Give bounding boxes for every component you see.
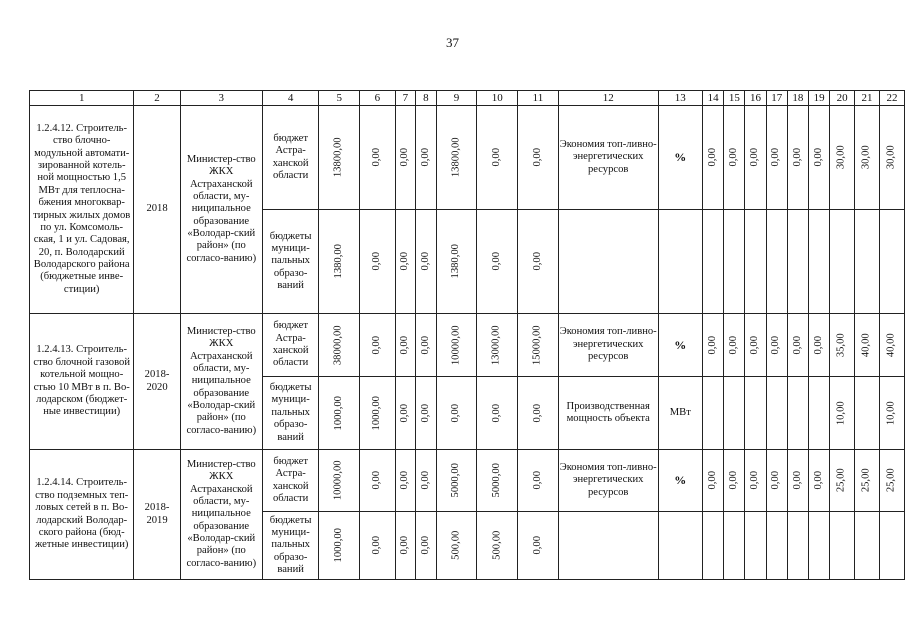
column-header-4: 4 (262, 91, 319, 106)
indicator-name: Экономия топ-ливно-энергетических ресурсов (558, 450, 658, 512)
measure-executor: Министер-ство ЖКХ Астраханской области, му-ниципальное образование «Володар-ский район» (по согласо-ванию) (180, 314, 262, 450)
funding-value (416, 106, 437, 210)
indicator-unit: % (658, 450, 702, 512)
funding-value-text: 0,00 (531, 536, 543, 555)
indicator-value-text: 25,00 (885, 468, 897, 493)
indicator-name (558, 210, 658, 314)
indicator-value (766, 314, 787, 377)
indicator-unit: % (658, 106, 702, 210)
indicator-value (787, 314, 808, 377)
indicator-value (830, 314, 855, 377)
indicator-value-text: 25,00 (835, 468, 847, 493)
funding-value-text: 1380,00 (450, 244, 462, 279)
funding-value-text: 0,00 (490, 252, 502, 271)
indicator-value-text: 0,00 (728, 335, 740, 355)
funding-value-text: 500,00 (490, 530, 502, 561)
funding-value (319, 314, 360, 377)
column-header-17: 17 (766, 91, 787, 106)
funding-value-text: 0,00 (419, 252, 431, 271)
column-header-15: 15 (724, 91, 745, 106)
funding-value-text: 0,00 (371, 536, 383, 555)
indicator-value (766, 512, 787, 580)
funding-value (436, 106, 477, 210)
funding-value-text: 0,00 (399, 252, 411, 271)
funding-value-text: 0,00 (531, 471, 543, 490)
funding-value-text: 0,00 (531, 252, 543, 271)
funding-value (416, 512, 437, 580)
measure-years: 2018-2020 (134, 314, 180, 450)
column-header-18: 18 (787, 91, 808, 106)
measure-executor: Министер-ство ЖКХ Астраханской области, му-ниципальное образование «Володар-ский район» (по согласо-ванию) (180, 106, 262, 314)
funding-value-text: 5000,00 (450, 463, 462, 498)
funding-value-text: 0,00 (399, 335, 411, 355)
indicator-value-text: 0,00 (791, 471, 803, 490)
funding-value (395, 210, 416, 314)
funding-value-text: 1000,00 (333, 395, 345, 431)
indicator-unit: % (658, 314, 702, 377)
column-header-2: 2 (134, 91, 180, 106)
table-row (30, 314, 905, 377)
indicator-value-text: 0,00 (791, 148, 803, 167)
funding-value-text: 0,00 (419, 403, 431, 423)
indicator-value (880, 106, 905, 210)
funding-value (436, 314, 477, 377)
funding-value-text: 0,00 (399, 471, 411, 490)
indicator-value (787, 106, 808, 210)
funding-source: бюджеты муници-пальных образо-ваний (262, 512, 319, 580)
funding-value-text: 0,00 (531, 403, 543, 423)
funding-value-text: 0,00 (419, 471, 431, 490)
indicator-value (703, 512, 724, 580)
indicator-value (724, 377, 745, 450)
indicator-value (809, 512, 830, 580)
indicator-value (830, 377, 855, 450)
indicator-value (855, 450, 880, 512)
funding-value (436, 377, 477, 450)
header-row (30, 91, 905, 106)
indicator-value (830, 106, 855, 210)
indicator-value (724, 450, 745, 512)
indicator-value (703, 106, 724, 210)
funding-value (477, 210, 518, 314)
funding-source: бюджеты муници-пальных образо-ваний (262, 210, 319, 314)
funding-value (518, 106, 559, 210)
funding-value (416, 377, 437, 450)
funding-value-text: 0,00 (450, 403, 462, 423)
indicator-value (787, 450, 808, 512)
funding-value (395, 377, 416, 450)
table-row (30, 106, 905, 210)
indicator-value-text: 0,00 (706, 335, 718, 355)
indicator-value (724, 314, 745, 377)
indicator-value (830, 512, 855, 580)
funding-value (477, 106, 518, 210)
column-header-13: 13 (658, 91, 702, 106)
funding-value-text: 0,00 (531, 148, 543, 167)
funding-value (518, 314, 559, 377)
column-header-14: 14 (703, 91, 724, 106)
program-table (29, 90, 905, 580)
indicator-value-text: 0,00 (812, 335, 824, 355)
indicator-value-text: 40,00 (860, 333, 872, 357)
indicator-value-text: 0,00 (770, 471, 782, 490)
indicator-value-text: 0,00 (706, 148, 718, 167)
funding-value (360, 210, 395, 314)
funding-value (416, 450, 437, 512)
column-header-1: 1 (30, 91, 134, 106)
indicator-value (766, 106, 787, 210)
funding-source: бюджеты муници-пальных образо-ваний (262, 377, 319, 450)
indicator-value (855, 314, 880, 377)
funding-value (319, 106, 360, 210)
indicator-value (880, 210, 905, 314)
indicator-value (855, 512, 880, 580)
measure-name: 1.2.4.13. Строитель-ство блочной газовой котельной мощно-стью 10 МВт в п. Во-лодарском (бюджет-ные инвестиции) (30, 314, 134, 450)
funding-source: бюджет Астра-ханской области (262, 314, 319, 377)
indicator-value (855, 377, 880, 450)
indicator-value (703, 210, 724, 314)
funding-value (518, 512, 559, 580)
measure-years: 2018 (134, 106, 180, 314)
column-header-9: 9 (436, 91, 477, 106)
funding-value-text: 1380,00 (333, 244, 345, 279)
funding-value (518, 450, 559, 512)
funding-value-text: 5000,00 (490, 463, 502, 498)
funding-value-text: 13000,00 (490, 325, 502, 365)
indicator-value (724, 210, 745, 314)
column-header-8: 8 (416, 91, 437, 106)
column-header-16: 16 (745, 91, 766, 106)
indicator-value-text: 0,00 (706, 471, 718, 490)
funding-source: бюджет Астра-ханской области (262, 106, 319, 210)
indicator-value-text: 30,00 (860, 145, 872, 170)
indicator-value (809, 210, 830, 314)
funding-value (395, 314, 416, 377)
indicator-value (880, 512, 905, 580)
funding-value (360, 314, 395, 377)
indicator-value (855, 106, 880, 210)
indicator-value (787, 512, 808, 580)
indicator-value (745, 210, 766, 314)
funding-value (319, 512, 360, 580)
indicator-name: Экономия топ-ливно-энергетических ресурсов (558, 106, 658, 210)
funding-value (416, 210, 437, 314)
indicator-value (809, 377, 830, 450)
funding-value-text: 0,00 (399, 536, 411, 555)
funding-value-text: 15000,00 (531, 325, 543, 365)
funding-value (360, 377, 395, 450)
funding-value-text: 0,00 (490, 148, 502, 167)
indicator-value (880, 377, 905, 450)
funding-value (436, 512, 477, 580)
funding-value (477, 450, 518, 512)
column-header-7: 7 (395, 91, 416, 106)
column-header-21: 21 (855, 91, 880, 106)
funding-value (319, 450, 360, 512)
funding-value-text: 13800,00 (450, 137, 462, 178)
measure-years: 2018-2019 (134, 450, 180, 580)
funding-value-text: 10000,00 (450, 325, 462, 365)
funding-value (360, 106, 395, 210)
funding-value-text: 13800,00 (333, 137, 345, 178)
funding-source: бюджет Астра-ханской области (262, 450, 319, 512)
indicator-value (703, 377, 724, 450)
indicator-value-text: 0,00 (749, 335, 761, 355)
measure-name: 1.2.4.12. Строитель-ство блочно-модульной автомати-зированной котель-ной мощностью 1,5 МВт для теплосна-бжения многоквар-тирных жилых домов по ул. Комсомоль-ская, 1 и ул. Садовая, 20, п. Володарский Володарского района (бюджетные инве-стиции) (30, 106, 134, 314)
funding-value (360, 450, 395, 512)
funding-value-text: 10000,00 (333, 460, 345, 501)
measure-executor: Министер-ство ЖКХ Астраханской области, му-ниципальное образование «Володар-ский район» (по согласо-ванию) (180, 450, 262, 580)
indicator-value (724, 106, 745, 210)
indicator-value (830, 210, 855, 314)
funding-value-text: 0,00 (371, 335, 383, 355)
funding-value (395, 106, 416, 210)
funding-value (518, 210, 559, 314)
funding-value (360, 512, 395, 580)
indicator-value (766, 210, 787, 314)
column-header-5: 5 (319, 91, 360, 106)
funding-value-text: 0,00 (399, 403, 411, 423)
indicator-value-text: 0,00 (770, 335, 782, 355)
indicator-value (787, 377, 808, 450)
indicator-name: Производственная мощность объекта (558, 377, 658, 450)
indicator-value (745, 106, 766, 210)
funding-value-text: 0,00 (399, 148, 411, 167)
funding-value-text: 0,00 (419, 335, 431, 355)
indicator-value-text: 0,00 (812, 148, 824, 167)
indicator-value-text: 35,00 (835, 333, 847, 357)
column-header-10: 10 (477, 91, 518, 106)
indicator-unit (658, 210, 702, 314)
indicator-value-text: 0,00 (728, 148, 740, 167)
funding-value-text: 0,00 (419, 536, 431, 555)
indicator-value (880, 450, 905, 512)
indicator-value (766, 450, 787, 512)
column-header-3: 3 (180, 91, 262, 106)
indicator-value (745, 377, 766, 450)
funding-value-text: 1000,00 (371, 395, 383, 431)
funding-value (436, 450, 477, 512)
funding-value (477, 512, 518, 580)
column-header-6: 6 (360, 91, 395, 106)
column-header-22: 22 (880, 91, 905, 106)
funding-value (416, 314, 437, 377)
indicator-unit (658, 512, 702, 580)
indicator-name (558, 512, 658, 580)
indicator-value-text: 30,00 (835, 145, 847, 170)
indicator-value (809, 314, 830, 377)
funding-value-text: 38000,00 (333, 325, 345, 365)
indicator-value-text: 25,00 (860, 468, 872, 493)
indicator-value (745, 450, 766, 512)
indicator-value (830, 450, 855, 512)
indicator-value (855, 210, 880, 314)
funding-value-text: 500,00 (450, 530, 462, 561)
indicator-value-text: 0,00 (749, 471, 761, 490)
table-row (30, 450, 905, 512)
indicator-value (787, 210, 808, 314)
funding-value (436, 210, 477, 314)
indicator-value-text: 0,00 (791, 335, 803, 355)
column-header-20: 20 (830, 91, 855, 106)
indicator-value (809, 450, 830, 512)
funding-value (319, 377, 360, 450)
indicator-value-text: 0,00 (728, 471, 740, 490)
funding-value-text: 0,00 (490, 403, 502, 423)
indicator-value (745, 512, 766, 580)
column-header-12: 12 (558, 91, 658, 106)
indicator-value-text: 40,00 (885, 333, 897, 357)
funding-value (395, 450, 416, 512)
funding-value (518, 377, 559, 450)
indicator-value-text: 10,00 (885, 401, 897, 425)
indicator-value (809, 106, 830, 210)
funding-value-text: 0,00 (371, 148, 383, 167)
funding-value (319, 210, 360, 314)
indicator-unit: МВт (658, 377, 702, 450)
indicator-value-text: 30,00 (885, 145, 897, 170)
page-number: 37 (446, 35, 459, 50)
measure-name: 1.2.4.14. Строитель-ство подземных теп-ловых сетей в п. Во-лодарский Володар-ского района (бюд-жетные инвестиции) (30, 450, 134, 580)
indicator-value (745, 314, 766, 377)
funding-value (395, 512, 416, 580)
indicator-value-text: 0,00 (749, 148, 761, 167)
indicator-value-text: 0,00 (770, 148, 782, 167)
funding-value-text: 0,00 (371, 252, 383, 271)
indicator-value (766, 377, 787, 450)
indicator-value (724, 512, 745, 580)
indicator-value (880, 314, 905, 377)
indicator-value-text: 10,00 (835, 401, 847, 425)
indicator-value (703, 314, 724, 377)
funding-value (477, 377, 518, 450)
column-header-19: 19 (809, 91, 830, 106)
indicator-value-text: 0,00 (812, 471, 824, 490)
indicator-name: Экономия топ-ливно-энергетических ресурсов (558, 314, 658, 377)
funding-value-text: 0,00 (371, 471, 383, 490)
funding-value-text: 1000,00 (333, 528, 345, 563)
funding-value (477, 314, 518, 377)
funding-value-text: 0,00 (419, 148, 431, 167)
column-header-11: 11 (518, 91, 559, 106)
indicator-value (703, 450, 724, 512)
